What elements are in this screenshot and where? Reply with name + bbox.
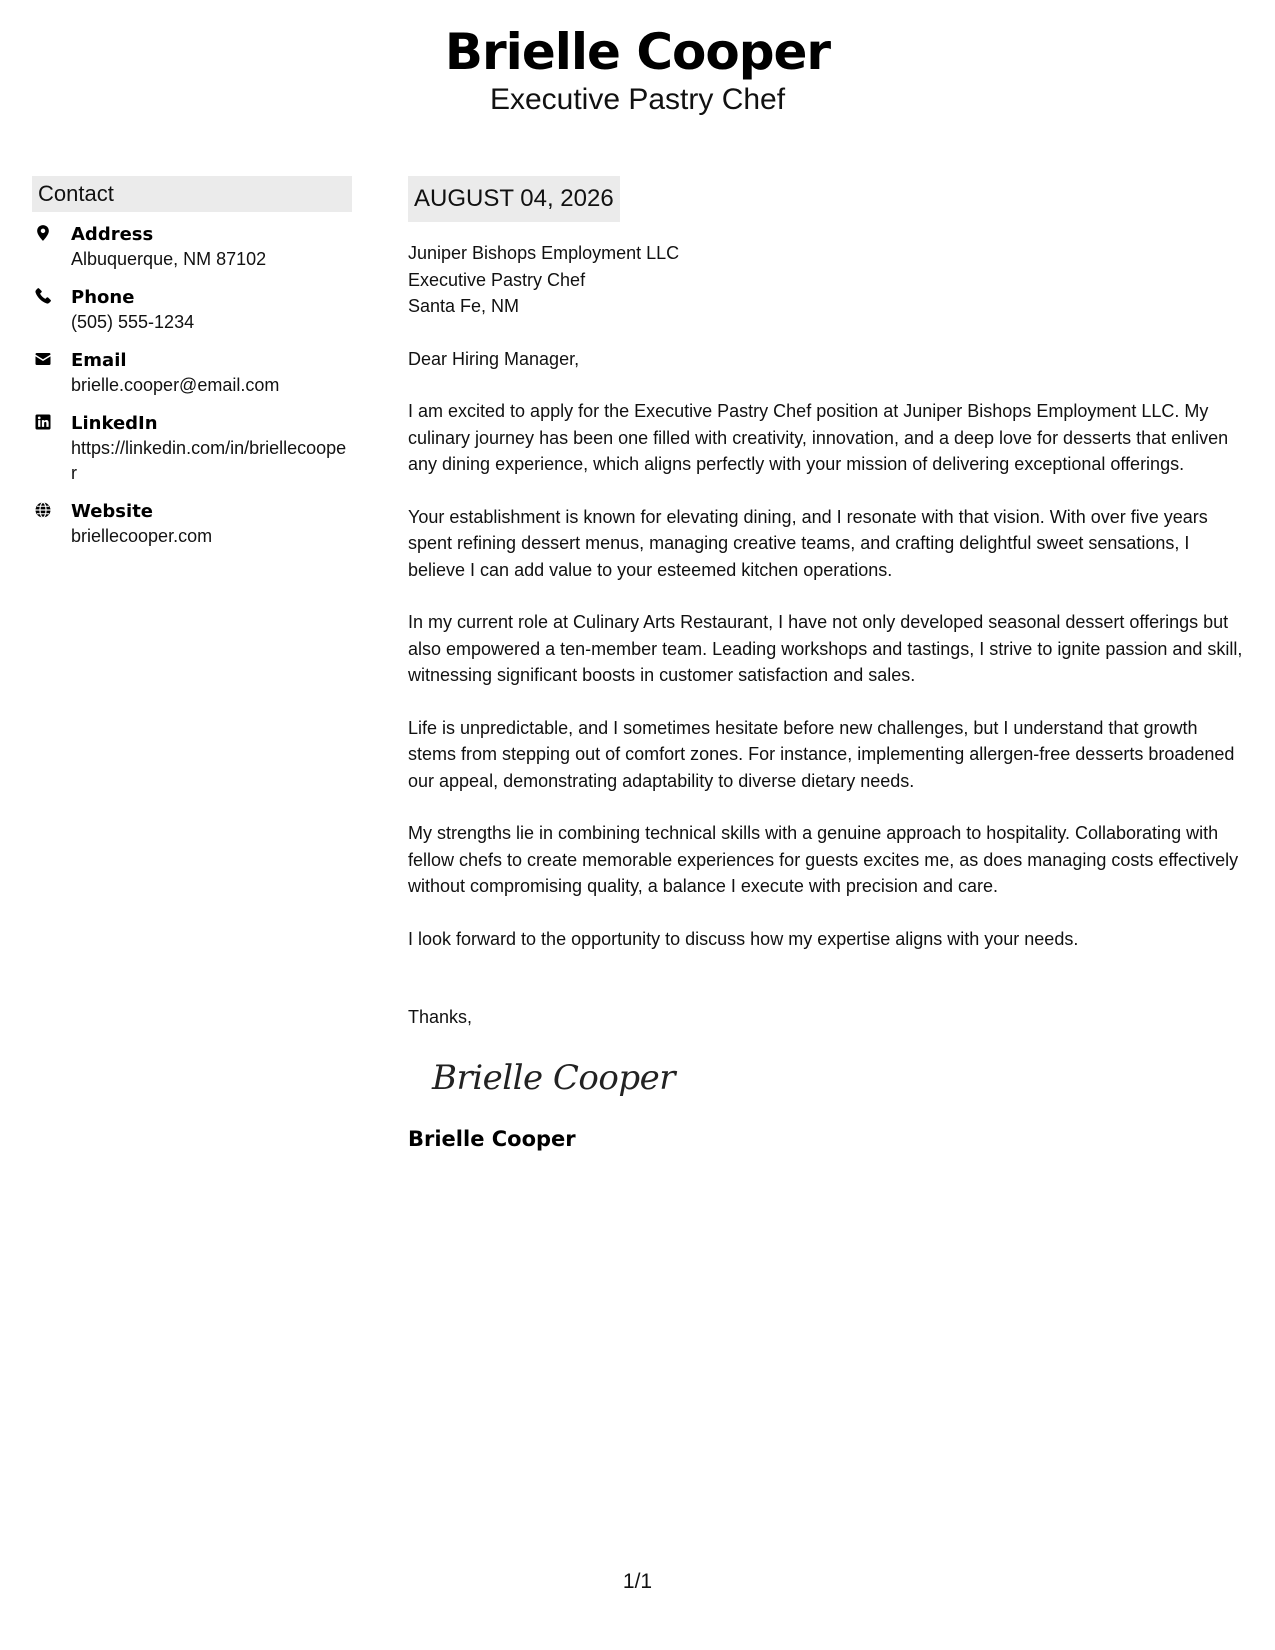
linkedin-icon	[34, 413, 52, 431]
address-value: Albuquerque, NM 87102	[71, 249, 267, 269]
globe-icon	[34, 501, 52, 519]
paragraph: Life is unpredictable, and I sometimes hesitate before new challenges, but I understand that growth stems from stepping out of comfort zones. For instance, implementing allergen-free desserts broadened our appeal, demonstrating adaptability to diverse dietary needs.	[408, 717, 1235, 791]
map-pin-icon	[34, 224, 52, 242]
recipient-position: Executive Pastry Chef	[408, 269, 586, 290]
contact-item-email	[32, 348, 352, 398]
closing: Thanks,	[408, 1007, 473, 1027]
letter-body	[408, 176, 1248, 1153]
website-label: Website	[71, 501, 154, 522]
applicant-name: Brielle Cooper	[444, 23, 831, 81]
page-number: 1/1	[622, 1570, 653, 1593]
email-label: Email	[71, 350, 127, 371]
contact-heading: Contact	[32, 176, 352, 212]
handwritten-signature: Brielle Cooper	[432, 1057, 676, 1098]
email-value[interactable]: brielle.cooper@email.com	[71, 375, 280, 395]
recipient-location: Santa Fe, NM	[408, 296, 520, 316]
document-header	[0, 22, 1275, 118]
phone-value: (505) 555-1234	[71, 312, 195, 332]
signer-name: Brielle Cooper	[408, 1126, 576, 1151]
paragraph: My strengths lie in combining technical skills with a genuine approach to hospitality. Collaborating with fellow chefs to create memorable experiences for guests excites me, as does managing costs effectively without compromising quality, a balance I execute with precision and care.	[408, 823, 1239, 896]
paragraph: Your establishment is known for elevating dining, and I resonate with that vision. With over five years spent refining dessert menus, managing creative teams, and crafting delightful sweet sensations, I believe I can add value to your esteemed kitchen operations.	[408, 506, 1208, 580]
linkedin-value[interactable]: https://linkedin.com/in/briellecooper	[71, 438, 347, 483]
email-icon	[34, 350, 52, 368]
address-label: Address	[71, 224, 154, 245]
paragraph: I look forward to the opportunity to discuss how my expertise aligns with your needs.	[408, 928, 1079, 949]
paragraph: In my current role at Culinary Arts Restaurant, I have not only developed seasonal dessert offerings but also empowered a ten-member team. Leading workshops and tastings, I strive to ignite passion and skill, witnessing significant boosts in customer satisfaction and sales.	[408, 612, 1243, 685]
website-value[interactable]: briellecooper.com	[71, 526, 213, 546]
contact-item-linkedin	[32, 411, 352, 486]
applicant-title: Executive Pastry Chef	[489, 83, 786, 116]
phone-label: Phone	[71, 287, 135, 308]
linkedin-label: LinkedIn	[71, 413, 158, 434]
recipient-block	[408, 240, 1248, 320]
contact-item-address	[32, 222, 352, 272]
contact-list	[32, 222, 352, 549]
contact-item-phone	[32, 285, 352, 335]
contact-sidebar	[32, 176, 352, 562]
contact-item-website	[32, 499, 352, 549]
recipient-company: Juniper Bishops Employment LLC	[408, 243, 680, 263]
letter-date: AUGUST 04, 2026	[408, 176, 620, 222]
phone-icon	[34, 287, 52, 305]
paragraph: I am excited to apply for the Executive Pastry Chef position at Juniper Bishops Employment LLC. My culinary journey has been one filled with creativity, innovation, and a deep love for desserts that enliven any dining experience, which aligns perfectly with your mission of delivering exceptional offerings.	[408, 401, 1229, 474]
salutation: Dear Hiring Manager,	[408, 348, 580, 369]
